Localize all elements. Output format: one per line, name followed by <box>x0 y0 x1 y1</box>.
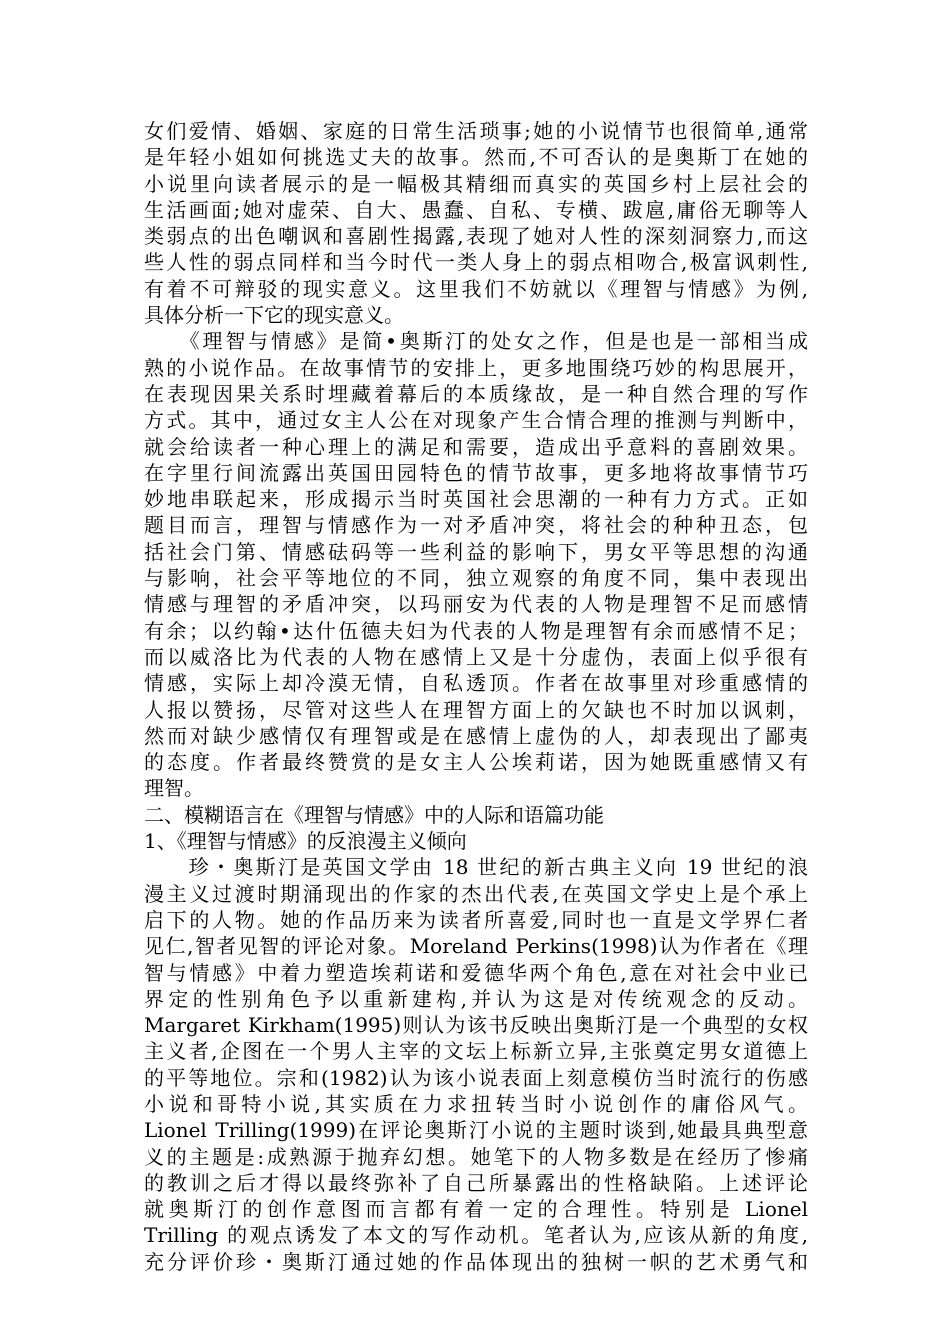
text-line: 女们爱情、婚姻、家庭的日常生活琐事;她的小说情节也很简单,通常 <box>144 119 808 143</box>
text-line: 的教训之后才得以最终弥补了自己所暴露出的性格缺陷。上述评论 <box>144 1170 808 1195</box>
text-line: 界定的性别角色予以重新建构,并认为这是对传统观念的反动。 <box>144 986 808 1011</box>
text-line: 是年轻小姐如何挑选丈夫的故事。然而,不可否认的是奥斯丁在她的 <box>144 145 808 170</box>
text-line: Margaret Kirkham(1995)则认为该书反映出奥斯汀是一个典型的女权 <box>144 1013 808 1038</box>
document-page <box>144 118 808 1275</box>
text-line: 些人性的弱点同样和当今时代一类人身上的弱点相吻合,极富讽刺性, <box>144 250 808 275</box>
text-line: 主义者,企图在一个男人主宰的文坛上标新立异,主张奠定男女道德上 <box>144 1039 808 1064</box>
text-line: 的态度。作者最终赞赏的是女主人公埃莉诺，因为她既重感情又有 <box>144 750 808 775</box>
text-line: 二、模糊语言在《理智与情感》中的人际和语篇功能 <box>144 802 604 827</box>
paragraph-novel-analysis <box>144 328 808 801</box>
text-line: 义的主题是:成熟源于抛弃幻想。她笔下的人物多数是在经历了惨痛 <box>144 1144 808 1169</box>
text-line: 方式。其中，通过女主人公在对现象产生合情合理的推测与判断中， <box>144 408 808 433</box>
text-line: 小说里向读者展示的是一幅极其精细而真实的英国乡村上层社会的 <box>144 171 808 196</box>
text-line: 充分评价珍・奥斯汀通过她的作品体现出的独树一帜的艺术勇气和 <box>144 1249 808 1274</box>
text-line: 智与情感》中着力塑造埃莉诺和爱德华两个角色,意在对社会中业已 <box>144 960 808 985</box>
text-line: 情感，实际上却冷漠无情，自私透顶。作者在故事里对珍重感情的 <box>144 671 808 696</box>
text-line: 类弱点的出色嘲讽和喜剧性揭露,表现了她对人性的深刻洞察力,而这 <box>144 224 808 249</box>
text-line: 然而对缺少感情仅有理智或是在感情上虚伪的人，却表现出了鄙夷 <box>144 723 808 748</box>
text-line: Lionel Trilling(1999)在评论奥斯汀小说的主题时谈到,她最具典型意 <box>144 1118 808 1143</box>
text-line: 漫主义过渡时期涌现出的作家的杰出代表,在英国文学史上是个承上 <box>144 881 808 906</box>
text-line: Trilling 的观点诱发了本文的写作动机。笔者认为,应该从新的角度, <box>144 1223 808 1248</box>
text-line: 在表现因果关系时埋藏着幕后的本质缘故，是一种自然合理的写作 <box>144 381 808 406</box>
text-line: 启下的人物。她的作品历来为读者所喜爱,同时也一直是文学界仁者 <box>144 907 808 932</box>
text-line: 而以威洛比为代表的人物在感情上又是十分虚伪，表面上似乎很有 <box>144 644 808 669</box>
text-line: 情感与理智的矛盾冲突，以玛丽安为代表的人物是理智不足而感情 <box>144 592 808 617</box>
text-line: 1、《理智与情感》的反浪漫主义倾向 <box>144 829 467 854</box>
text-line: 小说和哥特小说,其实质在力求扭转当时小说创作的庸俗风气。 <box>144 1091 808 1116</box>
text-line: 就会给读者一种心理上的满足和需要，造成出乎意料的喜剧效果。 <box>144 434 808 459</box>
text-line: 有着不可辩驳的现实意义。这里我们不妨就以《理智与情感》为例, <box>144 276 808 301</box>
text-line: 珍・奥斯汀是英国文学由 18 世纪的新古典主义向 19 世纪的浪 <box>144 855 808 880</box>
text-line: 题目而言，理智与情感作为一对矛盾冲突，将社会的种种丑态，包 <box>144 513 808 538</box>
text-line: 《理智与情感》是简•奥斯汀的处女之作，但是也是一部相当成 <box>144 329 808 354</box>
text-line: 熟的小说作品。在故事情节的安排上，更多地围绕巧妙的构思展开， <box>144 355 808 380</box>
paragraph-critics-review <box>144 854 808 1275</box>
text-line: 有余；以约翰•达什伍德夫妇为代表的人物是理智有余而感情不足； <box>144 618 808 643</box>
text-line: 与影响，社会平等地位的不同，独立观察的角度不同，集中表现出 <box>144 566 808 591</box>
text-line: 人报以赞扬，尽管对这些人在理智方面上的欠缺也不时加以讽刺， <box>144 697 808 722</box>
text-line: 在字里行间流露出英国田园特色的情节故事，更多地将故事情节巧 <box>144 460 808 485</box>
text-line: 具体分析一下它的现实意义。 <box>144 303 404 328</box>
section-heading-2 <box>144 802 808 828</box>
text-line: 就奥斯汀的创作意图而言都有着一定的合理性。特别是 Lionel <box>144 1197 808 1222</box>
text-line: 理智。 <box>144 776 204 801</box>
text-line: 的平等地位。宗和(1982)认为该小说表面上刻意模仿当时流行的伤感 <box>144 1065 808 1090</box>
text-line: 见仁,智者见智的评论对象。Moreland Perkins(1998)认为作者在《理 <box>144 934 808 959</box>
text-line: 妙地串联起来，形成揭示当时英国社会思潮的一种有力方式。正如 <box>144 487 808 512</box>
text-line: 生活画面;她对虚荣、自大、愚蠢、自私、专横、跋扈,庸俗无聊等人 <box>144 197 808 222</box>
subsection-heading-1 <box>144 828 808 854</box>
paragraph-intro-continued <box>144 118 808 328</box>
text-line: 括社会门第、情感砝码等一些利益的影响下，男女平等思想的沟通 <box>144 539 808 564</box>
